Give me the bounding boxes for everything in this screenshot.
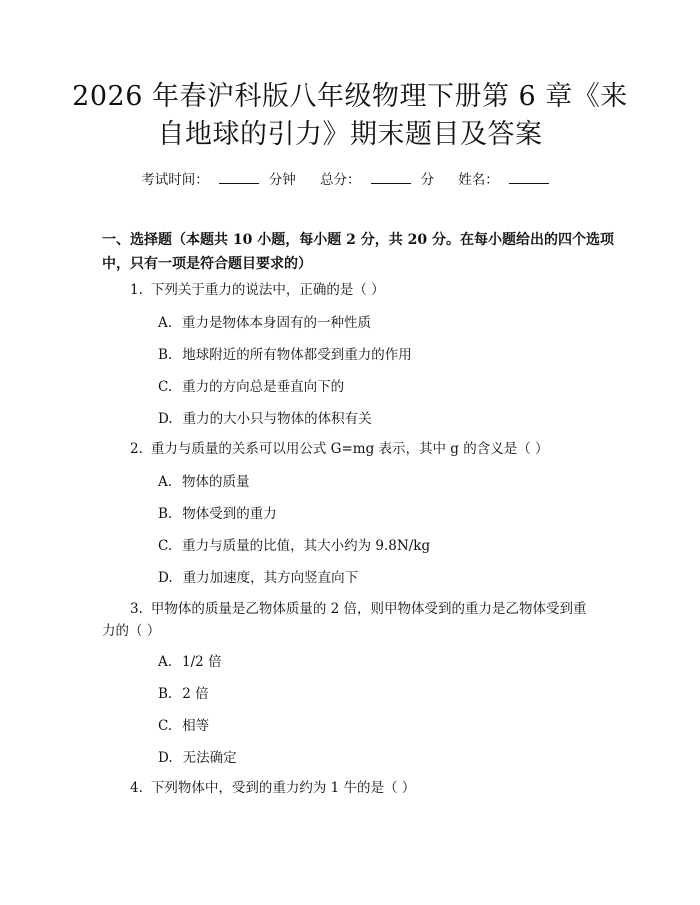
exam-meta [0, 168, 700, 188]
question-2-option-a: A. 物体的质量 [158, 474, 250, 490]
question-4: 4. 下列物体中，受到的重力约为 1 牛的是（ ） [130, 780, 416, 796]
question-2: 2. 重力与质量的关系可以用公式 G=mg 表示，其中 g 的含义是（ ） [130, 441, 549, 457]
section-heading: 一、选择题（本题共 10 小题，每小题 2 分，共 20 分。在每小题给出的四个选项 中，只有一项是符合题目要求的） [102, 232, 614, 272]
question-1-option-b: B. 地球附近的所有物体都受到重力的作用 [158, 347, 412, 363]
time-blank [219, 173, 259, 184]
question-2-option-d: D. 重力加速度，其方向竖直向下 [158, 570, 359, 586]
page-title [60, 78, 640, 154]
score-blank [371, 173, 411, 184]
question-1-option-c: C. 重力的方向总是垂直向下的 [158, 379, 345, 395]
question-3-option-b: B. 2 倍 [158, 686, 209, 702]
name-field: 姓名： [458, 172, 559, 188]
question-3-option-c: C. 相等 [158, 718, 210, 734]
title-line-2: 自地球的引力》期末题目及答案 [157, 119, 543, 150]
question-1-option-a: A. 重力是物体本身固有的一种性质 [158, 315, 372, 331]
time-field: 考试时间： 分钟 [141, 172, 296, 188]
name-blank [509, 173, 549, 184]
question-1-option-d: D. 重力的大小只与物体的体积有关 [158, 411, 372, 427]
question-1: 1. 下列关于重力的说法中，正确的是（ ） [130, 282, 385, 298]
question-2-option-b: B. 物体受到的重力 [158, 506, 277, 522]
title-line-1: 2026 年春沪科版八年级物理下册第 6 章《来 [72, 81, 628, 112]
question-3: 3. 甲物体的质量是乙物体质量的 2 倍，则甲物体受到的重力是乙物体受到重 [130, 601, 587, 617]
score-field: 总分： 分 [320, 172, 434, 188]
question-3-option-d: D. 无法确定 [158, 750, 237, 766]
question-3-continuation: 力的（ ） [102, 623, 161, 639]
question-3-option-a: A. 1/2 倍 [158, 654, 222, 670]
question-2-option-c: C. 重力与质量的比值，其大小约为 9.8N/kg [158, 538, 431, 554]
